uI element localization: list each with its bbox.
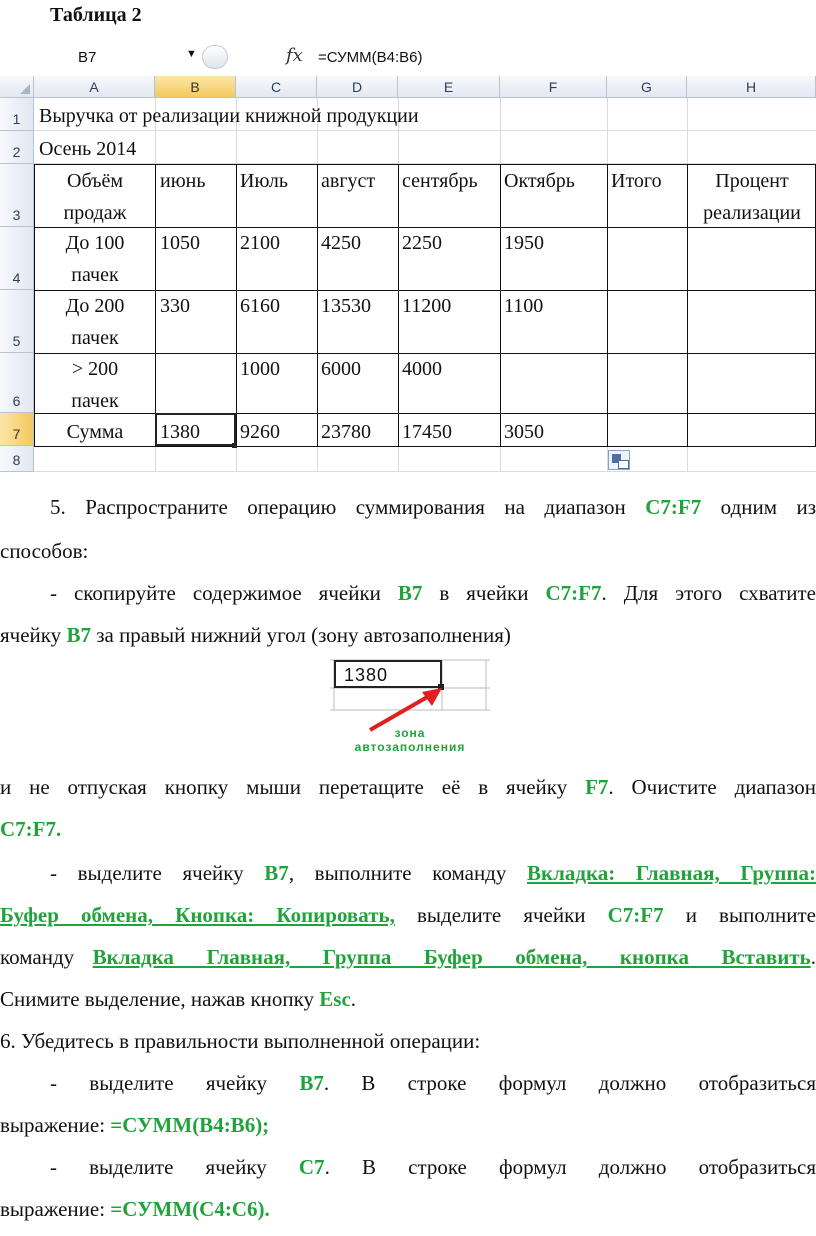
row-header-3[interactable]: 3 xyxy=(0,164,34,227)
formula-b: =СУММ(B4:B6); xyxy=(110,1113,270,1137)
ref-c7-f7: C7:F7 xyxy=(545,581,602,605)
column-header-c[interactable]: C xyxy=(236,76,317,98)
step5-line1 xyxy=(0,484,816,530)
cell-b7[interactable]: 1380 xyxy=(160,421,200,443)
header-june: июнь xyxy=(160,170,206,192)
ref-b7-2: B7 xyxy=(66,623,91,647)
drag-text: и не отпуская кнопку мыши перетащите её в ячейку xyxy=(0,775,586,799)
cell-d4[interactable]: 4250 xyxy=(321,232,361,254)
check1-text-3: выражение: xyxy=(0,1113,111,1137)
ref-b7-3: B7 xyxy=(264,861,289,885)
splitter-handle[interactable] xyxy=(202,45,228,69)
cell-f7[interactable]: 3050 xyxy=(504,421,544,443)
check2-line1 xyxy=(0,1144,816,1190)
bullet1-text: - скопируйте содержимое ячейки xyxy=(50,581,398,605)
cell-c6[interactable]: 1000 xyxy=(240,358,280,380)
check1-text: - выделите ячейку xyxy=(50,1071,300,1095)
row-header-5[interactable]: 5 xyxy=(0,290,34,353)
column-header-f[interactable]: F xyxy=(500,76,607,98)
bullet2-text-5: команду xyxy=(0,945,93,969)
check2-line2 xyxy=(0,1186,816,1232)
check1-text-2: . В строке формул должно отобразиться xyxy=(323,1071,816,1095)
ref-c7-f7-clear: C7:F7. xyxy=(0,817,62,841)
gridline xyxy=(155,446,156,472)
cell-d6[interactable]: 6000 xyxy=(321,358,361,380)
header-percent-line2: реализации xyxy=(703,202,801,224)
row5-label-line1: До 200 xyxy=(65,295,125,317)
header-total: Итого xyxy=(611,170,662,192)
cell-f4[interactable]: 1950 xyxy=(504,232,544,254)
row6-label-line2: пачек xyxy=(71,390,119,412)
cell-c5[interactable]: 6160 xyxy=(240,295,280,317)
gridline xyxy=(236,446,237,472)
illustration-label-1: зона xyxy=(394,726,426,740)
bullet1-text-2: в ячейки xyxy=(422,581,546,605)
name-box-value: B7 xyxy=(78,49,97,66)
column-header-b[interactable]: B xyxy=(155,76,236,98)
paste-options-icon[interactable] xyxy=(608,450,630,470)
fill-handle[interactable] xyxy=(232,443,237,448)
gridline xyxy=(155,131,156,164)
row4-label-line1: До 100 xyxy=(65,232,125,254)
table-border xyxy=(607,164,608,446)
step6: 6. Убедитесь в правильности выполненной операции: xyxy=(0,1029,481,1053)
row-header-7[interactable]: 7 xyxy=(0,413,34,446)
bullet2-text-6: Снимите выделение, нажав кнопку xyxy=(0,987,320,1011)
column-header-g[interactable]: G xyxy=(607,76,687,98)
gridline xyxy=(398,131,399,164)
command-paste: Вкладка Главная, Группа Буфер обмена, кнопка Вставить xyxy=(92,945,811,969)
bullet1-line2 xyxy=(0,612,816,658)
formula-text[interactable]: =СУММ(B4:B6) xyxy=(318,49,423,66)
cell-e6[interactable]: 4000 xyxy=(402,358,442,380)
step5-line2: способов: xyxy=(0,539,89,563)
name-box[interactable] xyxy=(6,44,196,70)
gridline xyxy=(34,471,816,472)
illustration-label-2: автозаполнения xyxy=(354,740,466,754)
column-header-a[interactable]: A xyxy=(34,76,155,98)
bullet1-line1 xyxy=(0,570,816,616)
ref-f7: F7 xyxy=(585,775,609,799)
bullet2-text: - выделите ячейку xyxy=(50,861,265,885)
bullet2-line4 xyxy=(0,976,816,1022)
row-header-8[interactable]: 8 xyxy=(0,446,34,472)
check2-text-3: выражение: xyxy=(0,1197,111,1221)
row-header-6[interactable]: 6 xyxy=(0,353,34,413)
bullet2-text-4: и выполните xyxy=(663,903,816,927)
check1-line1 xyxy=(0,1060,816,1106)
illustration-cell: 1380 xyxy=(334,660,442,688)
cell-d7[interactable]: 23780 xyxy=(321,421,371,443)
ref-b7: B7 xyxy=(397,581,423,605)
table-caption: Таблица 2 xyxy=(50,4,142,26)
check2-text-2: . В строке формул должно отобразиться xyxy=(324,1155,816,1179)
header-october: Октябрь xyxy=(504,170,575,192)
bullet1-text-3: . Для этого схватите xyxy=(601,581,816,605)
cell-a2[interactable]: Осень 2014 xyxy=(39,138,137,160)
gridline xyxy=(500,446,501,472)
row-header-4[interactable]: 4 xyxy=(0,227,34,290)
header-august: август xyxy=(321,170,376,192)
header-volume-line1: Объём xyxy=(67,170,123,192)
key-esc: Esc xyxy=(319,987,351,1011)
range-c7-f7: C7:F7 xyxy=(645,495,702,519)
cell-e4[interactable]: 2250 xyxy=(402,232,442,254)
check1-line2 xyxy=(0,1102,816,1148)
cell-c4[interactable]: 2100 xyxy=(240,232,280,254)
cell-c7[interactable]: 9260 xyxy=(240,421,280,443)
cell-b4[interactable]: 1050 xyxy=(160,232,200,254)
bullet2-text-3: выделите ячейки xyxy=(394,903,608,927)
bullet2-text-2: , выполните команду xyxy=(288,861,527,885)
bullet2-line2 xyxy=(0,892,816,938)
bullet1-text-4: ячейку xyxy=(0,623,67,647)
cell-f5[interactable]: 1100 xyxy=(504,295,544,317)
step5-text: 5. Распространите операцию суммирования на диапазон xyxy=(50,495,646,519)
formula-c: =СУММ(C4:C6). xyxy=(110,1197,270,1221)
gridline xyxy=(500,98,501,131)
header-july: Июль xyxy=(240,170,288,192)
row-header-1[interactable]: 1 xyxy=(0,98,34,131)
cell-e5[interactable]: 11200 xyxy=(402,295,452,317)
cell-e7[interactable]: 17450 xyxy=(402,421,452,443)
gridline xyxy=(317,131,318,164)
gridline xyxy=(236,131,237,164)
header-percent-line1: Процент xyxy=(715,170,789,192)
command-copy-part1: Вкладка: Главная, Группа: xyxy=(527,861,816,885)
autofill-illustration xyxy=(330,656,490,756)
gridline xyxy=(500,131,501,164)
command-copy-part2: Буфер обмена, Кнопка: Копировать, xyxy=(0,903,395,927)
bullet2-period-2: . xyxy=(350,987,357,1011)
row7-label: Сумма xyxy=(66,421,124,443)
ref-c7-f7-2: C7:F7 xyxy=(607,903,664,927)
ref-b7-4: B7 xyxy=(299,1071,324,1095)
row5-label-line2: пачек xyxy=(71,327,119,349)
ref-c7: C7 xyxy=(298,1155,325,1179)
cell-a1[interactable]: Выручка от реализации книжной продукции xyxy=(39,105,419,127)
gridline xyxy=(687,131,688,164)
gridline xyxy=(317,446,318,472)
check2-text: - выделите ячейку xyxy=(50,1155,299,1179)
row4-label-line2: пачек xyxy=(71,264,119,286)
cell-d5[interactable]: 13530 xyxy=(321,295,371,317)
bullet2-line1 xyxy=(0,850,816,896)
bullet2-line3 xyxy=(0,934,816,980)
step5-text-end: одним из xyxy=(701,495,816,519)
gridline xyxy=(687,446,688,472)
function-icon[interactable]: fx xyxy=(286,45,303,66)
bullet1-text-5: за правый нижний угол (зону автозаполнения) xyxy=(90,623,511,647)
column-header-e[interactable]: E xyxy=(398,76,500,98)
column-header-h[interactable]: H xyxy=(687,76,816,98)
gridline xyxy=(687,98,688,131)
header-september: сентябрь xyxy=(402,170,478,192)
row6-label-line1: > 200 xyxy=(71,358,119,380)
bullet2-period: . xyxy=(810,945,816,969)
chevron-down-icon[interactable]: ▼ xyxy=(186,48,197,60)
select-all-corner[interactable] xyxy=(0,76,34,98)
drag-line2 xyxy=(0,806,816,852)
selected-cell-outline xyxy=(155,413,236,446)
row-header-2[interactable]: 2 xyxy=(0,131,34,164)
spreadsheet-screenshot xyxy=(0,40,816,472)
header-volume-line2: продаж xyxy=(63,202,127,224)
drag-text-2: . Очистите диапазон xyxy=(608,775,816,799)
gridline xyxy=(607,98,608,131)
column-header-d[interactable]: D xyxy=(317,76,398,98)
formula-bar-controls xyxy=(198,42,316,72)
gridline xyxy=(607,131,608,164)
cell-b5[interactable]: 330 xyxy=(160,295,190,317)
drag-line1 xyxy=(0,764,816,810)
gridline xyxy=(398,446,399,472)
